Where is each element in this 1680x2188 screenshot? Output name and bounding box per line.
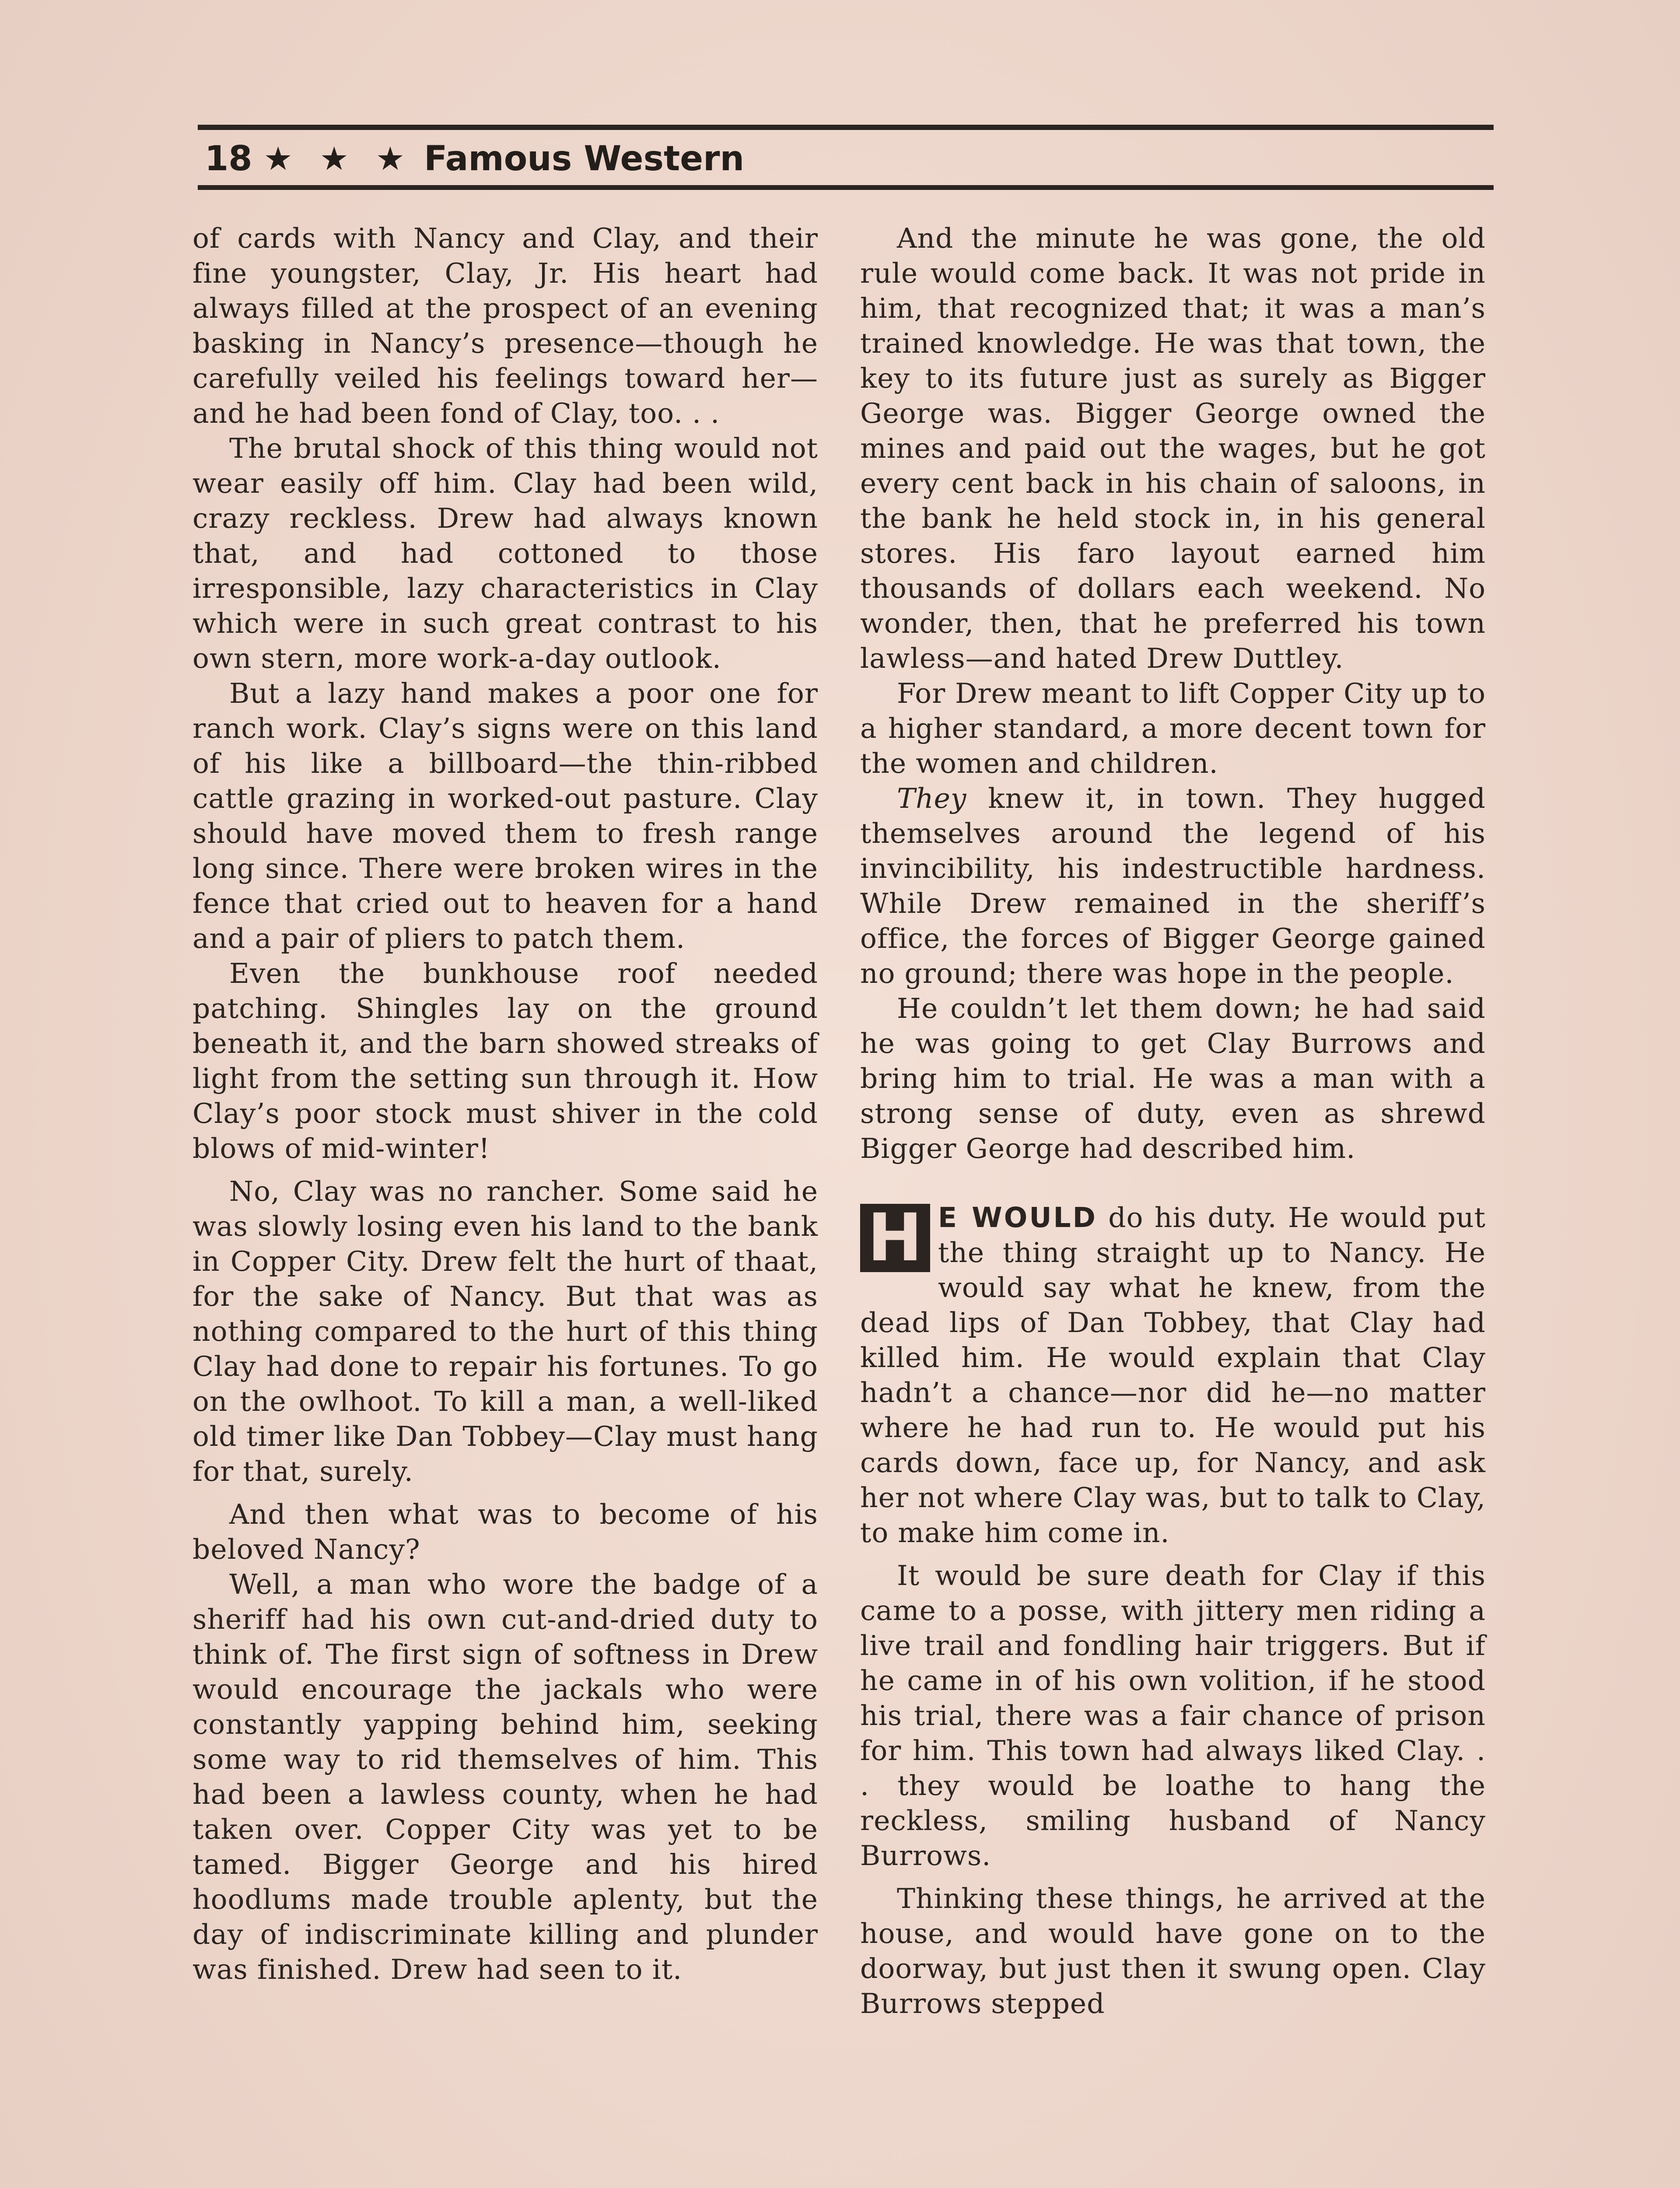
magazine-title: Famous Western: [424, 139, 745, 179]
paragraph: But a lazy hand makes a poor one for ranch work. Clay’s signs were on this land of his like a billboard—the thin-ribbed cattle grazing in worked-out pasture. Clay should have moved them to fresh range long since. There were broken wires in the fence that cried out to heaven for a hand and a pair of pliers to patch them.: [192, 677, 818, 954]
header-top-rule: [198, 125, 1494, 130]
paragraph: of cards with Nancy and Clay, and their fine youngster, Clay, Jr. His heart had always filled at the prospect of an evening basking in Nancy’s presence—though he carefully veiled his feelings toward her—and he had been fond of Clay, too. . .: [192, 222, 818, 429]
paragraph: [860, 781, 1486, 991]
paragraph: And then what was to become of his beloved Nancy?: [192, 1498, 818, 1565]
page-number: 18: [205, 139, 252, 179]
running-header: [205, 133, 744, 184]
lead-in-caps: E WOULD: [938, 1202, 1097, 1234]
paragraph: Well, a man who wore the badge of a sheriff had his own cut-and-dried duty to think of. The first sign of softness in Drew would encourage the jackals who were constantly yapping behind him, seeking some way to rid themselves of him. This had been a lawless county, when he had taken over. Copper City was yet to be tamed. Bigger George and his hired hoodlums made trouble aplenty, but the day of indiscriminate killing and plunder was finished. Drew had seen to it.: [192, 1568, 818, 1985]
section-opening-paragraph: [860, 1200, 1486, 1550]
header-bottom-rule: [198, 185, 1494, 190]
paragraph: For Drew meant to lift Copper City up to a higher standard, a more decent town for the women and children.: [860, 677, 1486, 779]
italic-word: They: [897, 782, 967, 814]
paragraph: No, Clay was no rancher. Some said he was slowly losing even his land to the bank in Copper City. Drew felt the hurt of thaat, for the sake of Nancy. But that was as nothing compared to the hurt of this thing Clay had done to repair his fortunes. To go on the owlhoot. To kill a man, a well-liked old timer like Dan Tobbey—Clay must hang for that, surely.: [192, 1175, 818, 1487]
paragraph: He couldn’t let them down; he had said he was going to get Clay Burrows and bring him to trial. He was a man with a strong sense of duty, even as shrewd Bigger George had described him.: [860, 992, 1486, 1164]
paragraph: Thinking these things, he arrived at the house, and would have gone on to the doorway, but just then it swung open. Clay Burrows stepped: [860, 1883, 1486, 2020]
right-column: [860, 221, 1486, 2021]
left-column: [192, 221, 818, 1987]
star-ornaments: ★ ★ ★: [263, 140, 413, 178]
paragraph-text: knew it, in town. They hugged themselves around the legend of his invincibility, his indestructible hardness. While Drew remained in the sheriff’s office, the forces of Bigger George gained no ground; there was hope in the people.: [860, 782, 1486, 989]
paragraph: It would be sure death for Clay if this came to a posse, with jittery men riding a live trail and fondling hair triggers. But if he came in of his own volition, if he stood his trial, there was a fair chance of prison for him. This town had always liked Clay. . . they would be loathe to hang the reckless, smiling husband of Nancy Burrows.: [860, 1560, 1486, 1872]
paragraph: And the minute he was gone, the old rule would come back. It was not pride in him, that recognized that; it was a man’s trained knowledge. He was that town, the key to its future just as surely as Bigger George was. Bigger George owned the mines and paid out the wages, but he got every cent back in his chain of saloons, in the bank he held stock in, in his general stores. His faro layout earned him thousands of dollars each weekend. No wonder, then, that he preferred his town lawless—and hated Drew Duttley.: [860, 222, 1486, 674]
drop-cap: H: [860, 1204, 930, 1272]
paragraph: The brutal shock of this thing would not wear easily off him. Clay had been wild, crazy reckless. Drew had always known that, and had cottoned to those irresponsible, lazy characteristics in Clay which were in such great contrast to his own stern, more work-a-day outlook.: [192, 432, 818, 674]
paragraph: Even the bunkhouse roof needed patching. Shingles lay on the ground beneath it, and the barn showed streaks of light from the setting sun through it. How Clay’s poor stock must shiver in the cold blows of mid-winter!: [192, 957, 818, 1164]
paragraph-text: do his duty. He would put the thing straight up to Nancy. He would say what he knew, from the dead lips of Dan Tobbey, that Clay had killed him. He would explain that Clay hadn’t a chance—nor did he—no matter where he had run to. He would put his cards down, face up, for Nancy, and ask her not where Clay was, but to talk to Clay, to make him come in.: [860, 1202, 1486, 1549]
